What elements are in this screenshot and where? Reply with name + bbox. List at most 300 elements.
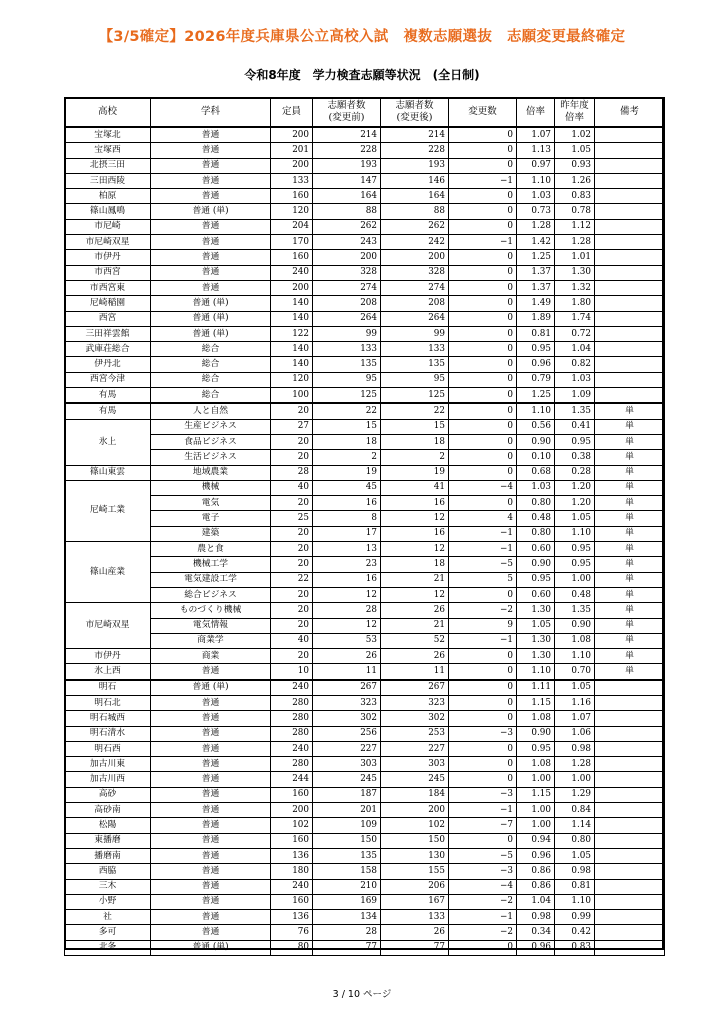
cell-course: 普通 xyxy=(151,726,271,741)
cell-last-year-ratio: 0.90 xyxy=(555,618,595,633)
cell-notes xyxy=(595,296,665,311)
cell-course: 建築 xyxy=(151,526,271,541)
cell-applicants-after: 155 xyxy=(381,864,449,879)
table-row xyxy=(65,741,665,756)
cell-notes xyxy=(595,787,665,802)
cell-school: 市伊丹 xyxy=(65,649,151,664)
cell-course: 普通 xyxy=(151,235,271,250)
cell-change: 0 xyxy=(449,741,517,756)
cell-course: 生活ビジネス xyxy=(151,450,271,465)
cell-applicants-before: 164 xyxy=(313,189,381,204)
cell-applicants-before: 134 xyxy=(313,910,381,925)
cell-applicants-before: 22 xyxy=(313,403,381,419)
cell-course: 総合 xyxy=(151,357,271,372)
cell-course: 普通 xyxy=(151,695,271,710)
cell-change: −1 xyxy=(449,910,517,925)
cell-capacity: 100 xyxy=(271,388,313,404)
cell-ratio: 0.60 xyxy=(517,587,555,602)
cell-change: 0 xyxy=(449,250,517,265)
cell-notes xyxy=(595,189,665,204)
cell-last-year-ratio: 1.35 xyxy=(555,403,595,419)
cell-ratio: 0.90 xyxy=(517,726,555,741)
cell-change: 0 xyxy=(449,419,517,434)
table-row xyxy=(65,587,665,602)
cell-last-year-ratio: 1.01 xyxy=(555,250,595,265)
cell-notes: 単 xyxy=(595,587,665,602)
cell-last-year-ratio: 1.32 xyxy=(555,280,595,295)
cell-applicants-after: 245 xyxy=(381,772,449,787)
table-row xyxy=(65,894,665,909)
cell-ratio: 1.10 xyxy=(517,403,555,419)
table-row xyxy=(65,158,665,173)
cell-applicants-before: 302 xyxy=(313,711,381,726)
cell-ratio: 0.73 xyxy=(517,204,555,219)
cell-change: 0 xyxy=(449,143,517,158)
table-row xyxy=(65,372,665,387)
cell-capacity: 10 xyxy=(271,664,313,680)
cell-capacity: 240 xyxy=(271,680,313,696)
cell-last-year-ratio: 1.10 xyxy=(555,649,595,664)
cell-school: 加古川西 xyxy=(65,772,151,787)
cell-capacity: 20 xyxy=(271,557,313,572)
header-course: 学科 xyxy=(151,98,271,128)
cell-course: ものづくり機械 xyxy=(151,603,271,618)
cell-school: 氷上西 xyxy=(65,664,151,680)
cell-school: 有馬 xyxy=(65,403,151,419)
cell-applicants-after: 242 xyxy=(381,235,449,250)
cell-course: 普通 xyxy=(151,910,271,925)
cell-course: 機械工学 xyxy=(151,557,271,572)
cell-notes xyxy=(595,357,665,372)
cell-notes: 単 xyxy=(595,480,665,495)
cell-change: 0 xyxy=(449,280,517,295)
cell-last-year-ratio: 0.99 xyxy=(555,910,595,925)
cell-school: 明石城西 xyxy=(65,711,151,726)
cell-change: 0 xyxy=(449,342,517,357)
table-row xyxy=(65,465,665,480)
cell-course: 電気情報 xyxy=(151,618,271,633)
cell-applicants-before: 264 xyxy=(313,311,381,326)
cell-applicants-before: 17 xyxy=(313,526,381,541)
cell-ratio: 0.90 xyxy=(517,434,555,449)
table-header-row xyxy=(65,98,665,128)
cell-applicants-before: 208 xyxy=(313,296,381,311)
table-row xyxy=(65,388,665,404)
cell-capacity: 204 xyxy=(271,219,313,234)
cell-notes: 単 xyxy=(595,465,665,480)
table-row xyxy=(65,572,665,587)
cell-change: −3 xyxy=(449,864,517,879)
cell-capacity: 240 xyxy=(271,879,313,894)
cell-last-year-ratio: 0.80 xyxy=(555,833,595,848)
cell-applicants-before: 243 xyxy=(313,235,381,250)
cell-applicants-before: 2 xyxy=(313,450,381,465)
cell-course: 普通 xyxy=(151,664,271,680)
cell-change: 5 xyxy=(449,572,517,587)
cell-notes xyxy=(595,204,665,219)
cell-school: 高砂 xyxy=(65,787,151,802)
cell-applicants-after: 15 xyxy=(381,419,449,434)
cell-applicants-after: 274 xyxy=(381,280,449,295)
cell-course: 総合 xyxy=(151,372,271,387)
cell-school: 東播磨 xyxy=(65,833,151,848)
cell-ratio: 1.03 xyxy=(517,480,555,495)
cell-applicants-before: 77 xyxy=(313,940,381,955)
cell-last-year-ratio: 1.08 xyxy=(555,633,595,648)
cell-notes xyxy=(595,311,665,326)
cell-ratio: 0.34 xyxy=(517,925,555,940)
cell-school: 篠山東雲 xyxy=(65,465,151,480)
cell-ratio: 0.98 xyxy=(517,910,555,925)
cell-change: 0 xyxy=(449,695,517,710)
cell-ratio: 0.90 xyxy=(517,557,555,572)
cell-last-year-ratio: 1.05 xyxy=(555,511,595,526)
cell-ratio: 1.25 xyxy=(517,388,555,404)
cell-notes xyxy=(595,695,665,710)
cell-applicants-before: 200 xyxy=(313,250,381,265)
cell-applicants-before: 303 xyxy=(313,757,381,772)
cell-change: 0 xyxy=(449,265,517,280)
cell-notes: 単 xyxy=(595,664,665,680)
cell-course: 普通 (単) xyxy=(151,326,271,341)
table-row xyxy=(65,403,665,419)
cell-applicants-before: 193 xyxy=(313,158,381,173)
cell-change: −1 xyxy=(449,542,517,557)
cell-capacity: 20 xyxy=(271,434,313,449)
cell-notes: 単 xyxy=(595,633,665,648)
cell-course: 普通 xyxy=(151,894,271,909)
cell-last-year-ratio: 1.12 xyxy=(555,219,595,234)
cell-ratio: 0.95 xyxy=(517,741,555,756)
header-change: 変更数 xyxy=(449,98,517,128)
cell-applicants-after: 133 xyxy=(381,342,449,357)
header-notes: 備考 xyxy=(595,98,665,128)
cell-ratio: 0.86 xyxy=(517,879,555,894)
table-row xyxy=(65,818,665,833)
cell-applicants-after: 328 xyxy=(381,265,449,280)
cell-applicants-before: 150 xyxy=(313,833,381,848)
cell-school: 宝塚西 xyxy=(65,143,151,158)
cell-school: 市尼崎双星 xyxy=(65,235,151,250)
cell-change: −1 xyxy=(449,633,517,648)
cell-notes: 単 xyxy=(595,419,665,434)
cell-change: 0 xyxy=(449,388,517,404)
cell-change: −2 xyxy=(449,925,517,940)
cell-change: −2 xyxy=(449,894,517,909)
cell-notes xyxy=(595,680,665,696)
cell-change: 0 xyxy=(449,711,517,726)
cell-applicants-after: 18 xyxy=(381,557,449,572)
cell-change: −7 xyxy=(449,818,517,833)
cell-last-year-ratio: 0.95 xyxy=(555,557,595,572)
cell-applicants-after: 18 xyxy=(381,434,449,449)
cell-applicants-after: 2 xyxy=(381,450,449,465)
cell-change: −1 xyxy=(449,235,517,250)
cell-school: 尼崎工業 xyxy=(65,480,151,541)
cell-school: 高砂南 xyxy=(65,803,151,818)
cell-ratio: 0.96 xyxy=(517,357,555,372)
cell-notes xyxy=(595,848,665,863)
cell-capacity: 27 xyxy=(271,419,313,434)
cell-last-year-ratio: 0.72 xyxy=(555,326,595,341)
cell-course: 普通 xyxy=(151,818,271,833)
cell-ratio: 0.79 xyxy=(517,372,555,387)
cell-applicants-after: 146 xyxy=(381,173,449,188)
cell-last-year-ratio: 1.35 xyxy=(555,603,595,618)
cell-change: 0 xyxy=(449,757,517,772)
table-row xyxy=(65,542,665,557)
cell-change: −5 xyxy=(449,848,517,863)
table-row xyxy=(65,726,665,741)
cell-capacity: 102 xyxy=(271,818,313,833)
cell-last-year-ratio: 0.42 xyxy=(555,925,595,940)
cell-capacity: 200 xyxy=(271,280,313,295)
cell-applicants-after: 253 xyxy=(381,726,449,741)
table-row xyxy=(65,664,665,680)
cell-applicants-before: 45 xyxy=(313,480,381,495)
cell-capacity: 133 xyxy=(271,173,313,188)
cell-applicants-before: 28 xyxy=(313,603,381,618)
cell-notes xyxy=(595,388,665,404)
cell-notes xyxy=(595,235,665,250)
cell-capacity: 20 xyxy=(271,496,313,511)
cell-last-year-ratio: 0.41 xyxy=(555,419,595,434)
cell-ratio: 1.15 xyxy=(517,695,555,710)
cell-capacity: 140 xyxy=(271,311,313,326)
cell-applicants-before: 12 xyxy=(313,587,381,602)
cell-change: 0 xyxy=(449,434,517,449)
cell-course: 普通 (単) xyxy=(151,940,271,955)
cell-school: 伊丹北 xyxy=(65,357,151,372)
cell-applicants-after: 95 xyxy=(381,372,449,387)
cell-change: 0 xyxy=(449,127,517,143)
cell-applicants-after: 41 xyxy=(381,480,449,495)
cell-notes: 単 xyxy=(595,618,665,633)
cell-last-year-ratio: 0.98 xyxy=(555,864,595,879)
cell-capacity: 280 xyxy=(271,711,313,726)
cell-school: 加古川東 xyxy=(65,757,151,772)
cell-applicants-before: 8 xyxy=(313,511,381,526)
cell-applicants-after: 21 xyxy=(381,572,449,587)
cell-notes: 単 xyxy=(595,572,665,587)
cell-notes xyxy=(595,280,665,295)
cell-capacity: 40 xyxy=(271,633,313,648)
cell-last-year-ratio: 1.05 xyxy=(555,680,595,696)
cell-notes xyxy=(595,772,665,787)
cell-notes xyxy=(595,143,665,158)
cell-notes: 単 xyxy=(595,603,665,618)
table-row xyxy=(65,833,665,848)
cell-notes xyxy=(595,372,665,387)
table-row xyxy=(65,480,665,495)
cell-ratio: 0.81 xyxy=(517,326,555,341)
cell-applicants-after: 11 xyxy=(381,664,449,680)
table-row xyxy=(65,143,665,158)
cell-capacity: 140 xyxy=(271,357,313,372)
cell-course: 普通 xyxy=(151,741,271,756)
cell-school: 明石北 xyxy=(65,695,151,710)
cell-school: 氷上 xyxy=(65,419,151,465)
cell-applicants-before: 125 xyxy=(313,388,381,404)
cell-course: 食品ビジネス xyxy=(151,434,271,449)
cell-capacity: 170 xyxy=(271,235,313,250)
cell-applicants-after: 323 xyxy=(381,695,449,710)
cell-school: 北摂三田 xyxy=(65,158,151,173)
cell-notes xyxy=(595,326,665,341)
cell-last-year-ratio: 0.48 xyxy=(555,587,595,602)
table-row xyxy=(65,803,665,818)
cell-applicants-before: 109 xyxy=(313,818,381,833)
cell-last-year-ratio: 1.29 xyxy=(555,787,595,802)
cell-course: 普通 xyxy=(151,127,271,143)
table-row xyxy=(65,649,665,664)
cell-capacity: 160 xyxy=(271,833,313,848)
cell-notes xyxy=(595,864,665,879)
cell-school: 柏原 xyxy=(65,189,151,204)
cell-applicants-before: 16 xyxy=(313,496,381,511)
cell-change: 0 xyxy=(449,465,517,480)
cell-applicants-before: 23 xyxy=(313,557,381,572)
table-row xyxy=(65,204,665,219)
table-row xyxy=(65,864,665,879)
cell-school: 明石清水 xyxy=(65,726,151,741)
cell-notes xyxy=(595,711,665,726)
cell-change: 0 xyxy=(449,357,517,372)
cell-last-year-ratio: 1.05 xyxy=(555,143,595,158)
cell-school: 篠山鳳鳴 xyxy=(65,204,151,219)
cell-change: 0 xyxy=(449,833,517,848)
cell-capacity: 280 xyxy=(271,726,313,741)
cell-notes xyxy=(595,940,665,955)
cell-course: 普通 xyxy=(151,925,271,940)
table-row xyxy=(65,419,665,434)
cell-applicants-after: 102 xyxy=(381,818,449,833)
cell-capacity: 160 xyxy=(271,787,313,802)
cell-capacity: 20 xyxy=(271,450,313,465)
cell-applicants-after: 19 xyxy=(381,465,449,480)
table-row xyxy=(65,603,665,618)
cell-applicants-before: 262 xyxy=(313,219,381,234)
table-row xyxy=(65,910,665,925)
cell-course: 普通 xyxy=(151,250,271,265)
cell-applicants-after: 193 xyxy=(381,158,449,173)
table-row xyxy=(65,173,665,188)
cell-capacity: 240 xyxy=(271,741,313,756)
cell-applicants-after: 135 xyxy=(381,357,449,372)
cell-capacity: 20 xyxy=(271,603,313,618)
cell-last-year-ratio: 1.30 xyxy=(555,265,595,280)
cell-school: 宝塚北 xyxy=(65,127,151,143)
cell-change: −5 xyxy=(449,557,517,572)
cell-ratio: 0.68 xyxy=(517,465,555,480)
table-row xyxy=(65,265,665,280)
cell-applicants-after: 214 xyxy=(381,127,449,143)
cell-notes xyxy=(595,127,665,143)
cell-capacity: 20 xyxy=(271,526,313,541)
cell-ratio: 1.13 xyxy=(517,143,555,158)
cell-applicants-after: 26 xyxy=(381,649,449,664)
cell-school: 小野 xyxy=(65,894,151,909)
table-row xyxy=(65,848,665,863)
table-row xyxy=(65,557,665,572)
cell-capacity: 180 xyxy=(271,864,313,879)
cell-applicants-after: 267 xyxy=(381,680,449,696)
cell-applicants-after: 99 xyxy=(381,326,449,341)
cell-ratio: 0.95 xyxy=(517,342,555,357)
cell-course: 普通 xyxy=(151,772,271,787)
cell-course: 普通 (単) xyxy=(151,204,271,219)
cell-applicants-after: 206 xyxy=(381,879,449,894)
table-row xyxy=(65,711,665,726)
cell-applicants-before: 323 xyxy=(313,695,381,710)
cell-applicants-after: 200 xyxy=(381,803,449,818)
page-banner: 【3/5確定】2026年度兵庫県公立高校入試 複数志願選抜 志願変更最終確定 xyxy=(98,29,626,45)
cell-school: 三田西陵 xyxy=(65,173,151,188)
cell-school: 北条 xyxy=(65,940,151,955)
cell-notes xyxy=(595,173,665,188)
cell-applicants-before: 53 xyxy=(313,633,381,648)
cell-ratio: 0.95 xyxy=(517,572,555,587)
cell-course: 普通 xyxy=(151,711,271,726)
cell-notes xyxy=(595,925,665,940)
cell-applicants-after: 133 xyxy=(381,910,449,925)
cell-applicants-before: 12 xyxy=(313,618,381,633)
cell-last-year-ratio: 1.14 xyxy=(555,818,595,833)
cell-capacity: 280 xyxy=(271,757,313,772)
cell-last-year-ratio: 1.02 xyxy=(555,127,595,143)
table-row xyxy=(65,526,665,541)
table-row xyxy=(65,326,665,341)
cell-capacity: 136 xyxy=(271,848,313,863)
cell-applicants-before: 11 xyxy=(313,664,381,680)
cell-last-year-ratio: 1.09 xyxy=(555,388,595,404)
cell-capacity: 160 xyxy=(271,894,313,909)
cell-applicants-after: 22 xyxy=(381,403,449,419)
cell-change: 0 xyxy=(449,772,517,787)
table-body xyxy=(65,127,665,956)
cell-applicants-after: 303 xyxy=(381,757,449,772)
cell-applicants-after: 16 xyxy=(381,526,449,541)
header-ratio: 倍率 xyxy=(517,98,555,128)
cell-ratio: 1.00 xyxy=(517,772,555,787)
cell-change: 0 xyxy=(449,311,517,326)
cell-school: 市西宮 xyxy=(65,265,151,280)
cell-ratio: 0.60 xyxy=(517,542,555,557)
cell-capacity: 240 xyxy=(271,265,313,280)
cell-course: 普通 xyxy=(151,143,271,158)
cell-last-year-ratio: 0.78 xyxy=(555,204,595,219)
cell-school: 市尼崎双星 xyxy=(65,603,151,649)
cell-change: 9 xyxy=(449,618,517,633)
cell-last-year-ratio: 0.83 xyxy=(555,940,595,955)
cell-capacity: 80 xyxy=(271,940,313,955)
cell-applicants-after: 125 xyxy=(381,388,449,404)
cell-school: 西宮 xyxy=(65,311,151,326)
cell-course: 機械 xyxy=(151,480,271,495)
cell-course: 普通 xyxy=(151,280,271,295)
cell-course: 普通 xyxy=(151,879,271,894)
cell-capacity: 140 xyxy=(271,342,313,357)
table-row xyxy=(65,235,665,250)
cell-applicants-before: 214 xyxy=(313,127,381,143)
cell-applicants-before: 169 xyxy=(313,894,381,909)
cell-notes: 単 xyxy=(595,434,665,449)
cell-applicants-before: 227 xyxy=(313,741,381,756)
cell-notes xyxy=(595,219,665,234)
cell-capacity: 280 xyxy=(271,695,313,710)
cell-ratio: 0.94 xyxy=(517,833,555,848)
cell-school: 武庫荘総合 xyxy=(65,342,151,357)
